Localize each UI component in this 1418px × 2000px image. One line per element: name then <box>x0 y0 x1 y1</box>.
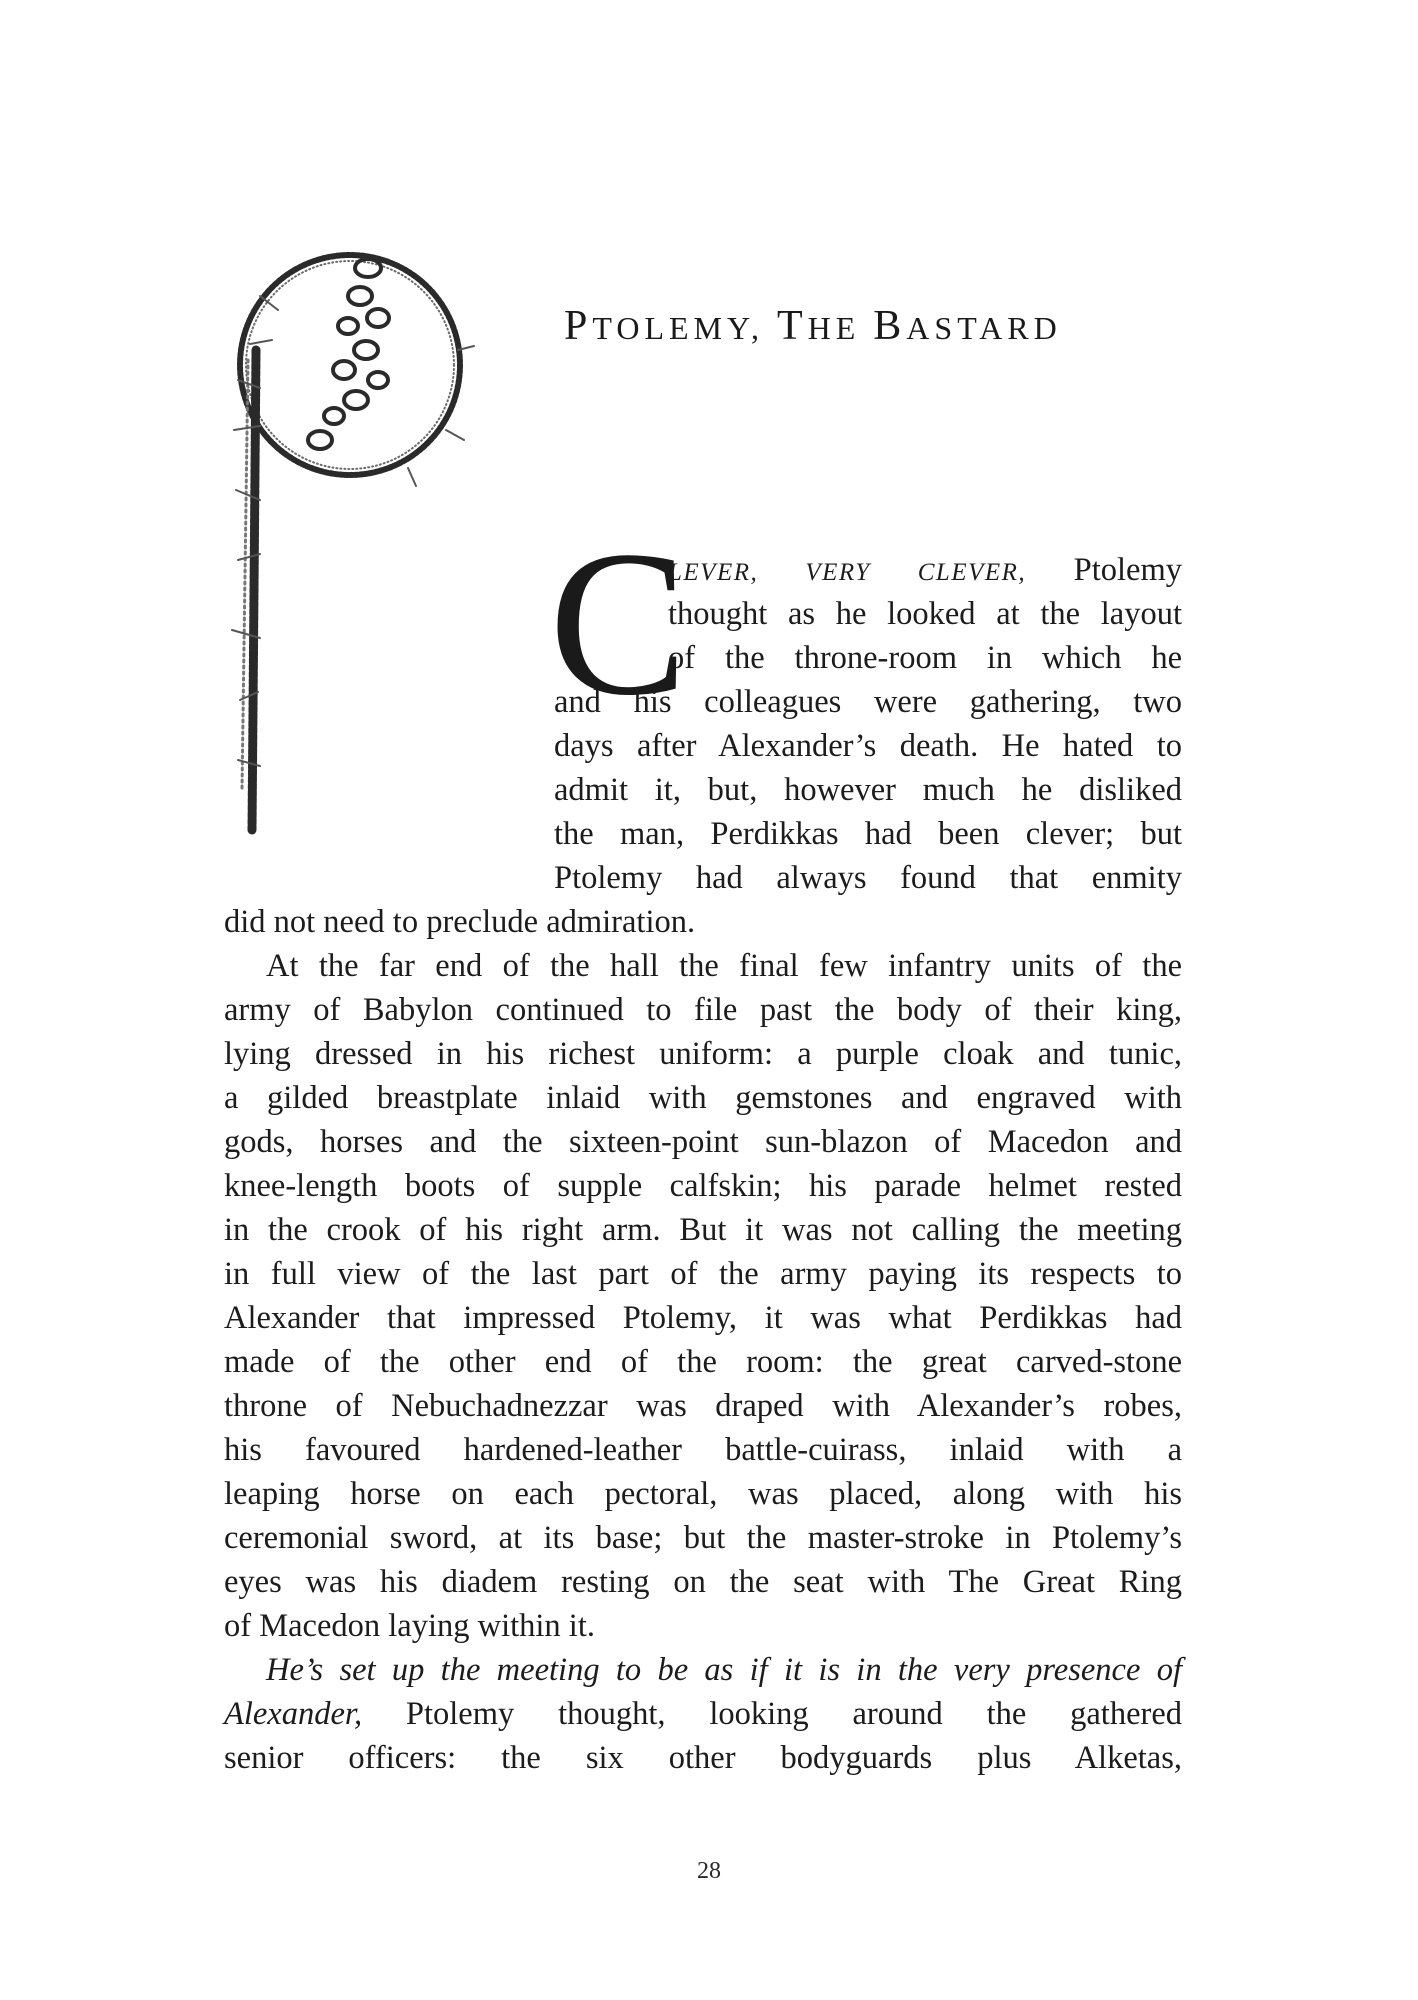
text-line: of Macedon laying within it. <box>224 1608 595 1644</box>
text-line: and his colleagues were gathering, two <box>554 684 1182 720</box>
text-line: admit it, but, however much he disliked <box>554 772 1182 808</box>
text-line: leaping horse on each pectoral, was placed, along with his <box>224 1476 1182 1512</box>
text-line: a gilded breastplate inlaid with gemstones and engraved with <box>224 1080 1182 1116</box>
drop-cap: C <box>549 508 688 738</box>
text-line: did not need to preclude admiration. <box>224 904 696 940</box>
text-line: army of Babylon continued to file past the body of their king, <box>224 992 1182 1028</box>
text-line: gods, horses and the sixteen-point sun-blazon of Macedon and <box>224 1124 1182 1160</box>
text-line: thought as he looked at the layout <box>668 596 1182 632</box>
text-line: Alexander, Ptolemy thought, looking around the gathered <box>224 1696 1182 1732</box>
text-line: eyes was his diadem resting on the seat with The Great Ring <box>224 1564 1182 1600</box>
text-line: Ptolemy had always found that enmity <box>554 860 1182 896</box>
text-line: Alexander that impressed Ptolemy, it was what Perdikkas had <box>224 1300 1182 1336</box>
small-caps-lead: LEVER, VERY CLEVER, <box>668 559 1027 586</box>
text-line: days after Alexander’s death. He hated to <box>554 728 1182 764</box>
text-line: of the throne-room in which he <box>668 640 1182 676</box>
ornamental-initial-p <box>208 230 508 870</box>
text-line: made of the other end of the room: the great carved-stone <box>224 1344 1182 1380</box>
text-line: throne of Nebuchadnezzar was draped with Alexander’s robes, <box>224 1388 1182 1424</box>
text-line: the man, Perdikkas had been clever; but <box>554 816 1182 852</box>
text-line-italic: He’s set up the meeting to be as if it is in the very presence of <box>266 1652 1182 1688</box>
text-line: LEVER, VERY CLEVER, Ptolemy <box>668 552 1182 588</box>
text-line: ceremonial sword, at its base; but the master-stroke in Ptolemy’s <box>224 1520 1182 1556</box>
chapter-title: PTOLEMY, THE BASTARD <box>564 303 1062 349</box>
text-line: knee-length boots of supple calfskin; his parade helmet rested <box>224 1168 1182 1204</box>
text-line: senior officers: the six other bodyguards plus Alketas, <box>224 1740 1182 1776</box>
text-line: At the far end of the hall the final few infantry units of the <box>266 948 1182 984</box>
text-line: in full view of the last part of the army paying its respects to <box>224 1256 1182 1292</box>
text-line: in the crook of his right arm. But it was not calling the meeting <box>224 1212 1182 1248</box>
text-line: lying dressed in his richest uniform: a purple cloak and tunic, <box>224 1036 1182 1072</box>
page-number: 28 <box>697 1858 721 1884</box>
text-line: his favoured hardened-leather battle-cuirass, inlaid with a <box>224 1432 1182 1468</box>
